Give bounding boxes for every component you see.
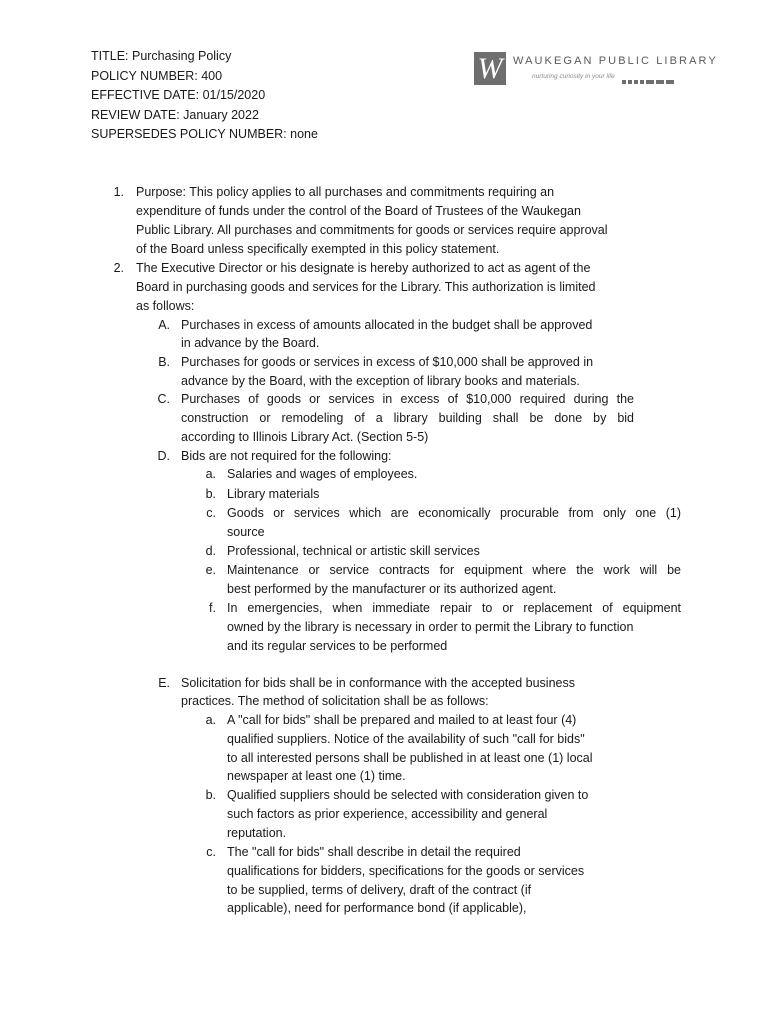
e-label-a: a. [205,713,216,727]
item2-line-2: Board in purchasing goods and services for the Library. This authorization is limited [136,280,596,294]
sub-c-line-3: according to Illinois Library Act. (Section 5-5) [181,430,429,444]
d-label-d: d. [205,544,216,558]
policy-number: POLICY NUMBER: 400 [91,68,223,83]
policy-title: TITLE: Purchasing Policy [91,49,232,63]
d-a-text: Salaries and wages of employees. [227,467,418,481]
d-f-line-1: In emergencies, when immediate repair to or replacement of equipment [227,601,681,615]
sub-label-d: D. [157,449,170,463]
policy-header [91,47,318,145]
e-a-line-1: A "call for bids" shall be prepared and mailed to at least four (4) [227,713,577,727]
library-logo [474,52,718,88]
d-e-line-2: best performed by the manufacturer or its authorized agent. [227,582,557,596]
e-b-line-1: Qualified suppliers should be selected with consideration given to [227,788,589,802]
sub-label-c: C. [157,392,170,406]
e-a-line-4: newspaper at least one (1) time. [227,769,406,783]
sub-c-line-1: Purchases of goods or services in excess of $10,000 required during the [181,392,634,406]
sub-b-line-2: advance by the Board, with the exception of library books and materials. [181,374,580,388]
sub-b-line-1: Purchases for goods or services in excess of $10,000 shall be approved in [181,355,594,369]
sub-label-e: E. [158,676,170,690]
e-b-line-3: reputation. [227,826,287,840]
logo-mark-icon: W [474,52,506,85]
purpose-line-3: Public Library. All purchases and commitments for goods or services require approval [136,223,608,237]
e-c-line-4: applicable), need for performance bond (if applicable), [227,901,527,915]
logo-tagline: nurturing curiosity in your life [532,73,615,80]
e-c-line-2: qualifications for bidders, specifications for the goods or services [227,864,585,878]
purpose-line-4: of the Board unless specifically exempted in this policy statement. [136,242,500,256]
d-f-line-3: and its regular services to be performed [227,639,448,653]
d-label-f: f. [209,601,216,615]
sub-label-b: B. [158,355,170,369]
e-a-line-3: to all interested persons shall be published in at least one (1) local [227,751,593,765]
sub-label-a: A. [158,318,170,332]
d-label-e: e. [205,563,216,577]
d-d-text: Professional, technical or artistic skill services [227,544,480,558]
d-c-line-2: source [227,525,265,539]
e-c-line-1: The "call for bids" shall describe in detail the required [227,845,521,859]
item2-line-1: The Executive Director or his designate is hereby authorized to act as agent of the [136,261,591,275]
review-date: REVIEW DATE: January 2022 [91,107,259,122]
d-label-b: b. [205,487,216,501]
purpose-line-1: Purpose: This policy applies to all purchases and commitments requiring an [136,185,555,199]
sub-a-line-1: Purchases in excess of amounts allocated in the budget shall be approved [181,318,593,332]
sub-a-line-2: in advance by the Board. [181,336,320,350]
d-c-line-1: Goods or services which are economically procurable from only one (1) [227,506,681,520]
e-a-line-2: qualified suppliers. Notice of the availability of such "call for bids" [227,732,585,746]
purpose-line-2: expenditure of funds under the control of the Board of Trustees of the Waukegan [136,204,581,218]
e-label-b: b. [205,788,216,802]
logo-name: WAUKEGAN PUBLIC LIBRARY [513,55,718,67]
effective-date: EFFECTIVE DATE: 01/15/2020 [91,88,266,103]
d-b-text: Library materials [227,487,320,501]
sub-e-line-2: practices. The method of solicitation shall be as follows: [181,694,489,708]
d-f-line-2: owned by the library is necessary in order to permit the Library to function [227,620,634,634]
item-number-1: 1. [113,185,124,199]
e-c-line-3: to be supplied, terms of delivery, draft of the contract (if [227,883,532,897]
d-e-line-1: Maintenance or service contracts for equipment where the work will be [227,563,681,577]
d-label-a: a. [205,467,216,481]
d-label-c: c. [206,506,216,520]
item2-line-3: as follows: [136,299,195,313]
sub-e-line-1: Solicitation for bids shall be in conformance with the accepted business [181,676,575,690]
supersedes: SUPERSEDES POLICY NUMBER: none [91,127,318,142]
sub-c-line-2: construction or remodeling of a library building shall be done by bid [181,411,634,425]
sub-d-line-1: Bids are not required for the following: [181,449,392,463]
item-number-2: 2. [113,261,124,275]
e-label-c: c. [206,845,216,859]
e-b-line-2: such factors as prior experience, accessibility and general [227,807,548,821]
logo-dots-icon [622,74,676,88]
